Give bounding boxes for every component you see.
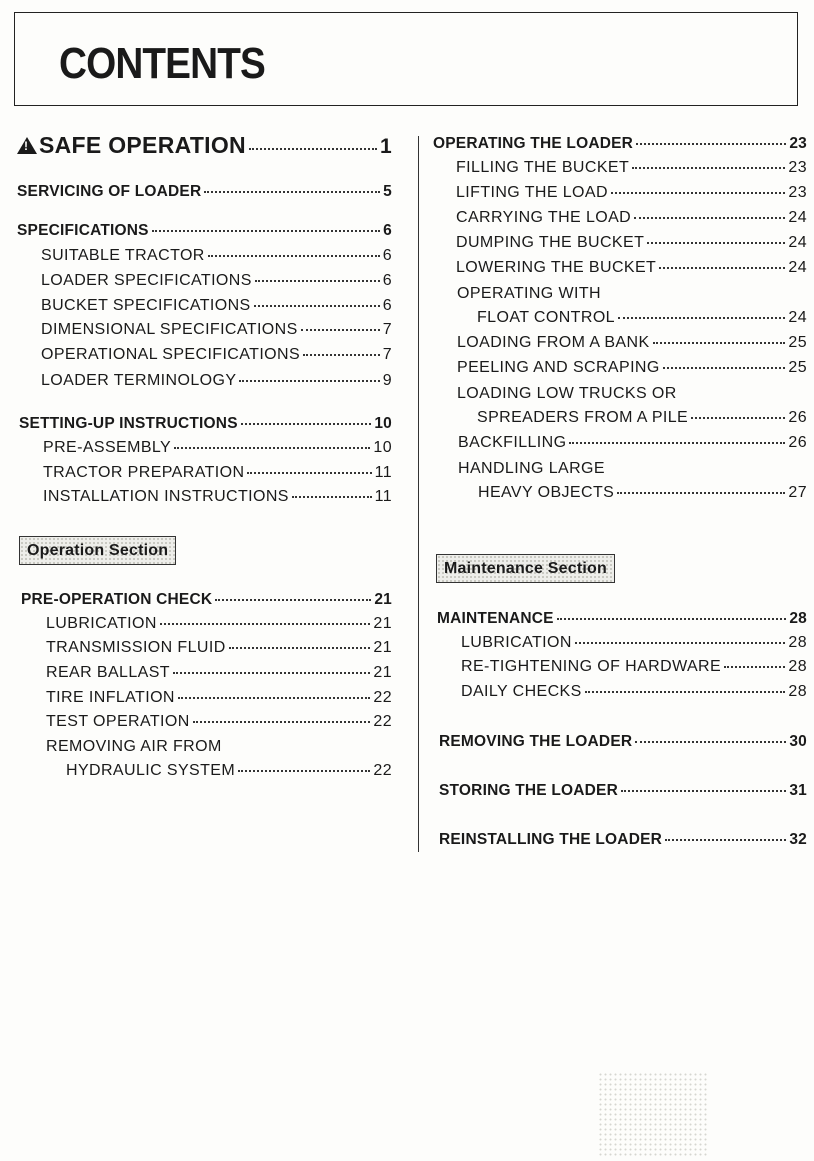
toc-entry-storing[interactable]	[439, 782, 807, 800]
leader-dots	[229, 647, 371, 649]
entry-label: HYDRAULIC SYSTEM	[66, 762, 236, 779]
entry-label: CARRYING THE LOAD	[456, 209, 632, 226]
page-number: 21	[373, 664, 392, 681]
leader-dots	[647, 242, 785, 244]
leader-dots	[303, 354, 380, 356]
toc-entry[interactable]	[43, 488, 392, 506]
toc-entry[interactable]	[478, 484, 807, 502]
toc-entry[interactable]	[461, 634, 807, 652]
entry-label: OPERATING THE LOADER	[433, 135, 634, 152]
page-number: 5	[383, 183, 392, 200]
page-title: CONTENTS	[59, 39, 265, 88]
leader-dots	[247, 472, 371, 474]
toc-entry[interactable]	[456, 209, 807, 227]
leader-dots	[557, 618, 787, 620]
entry-label: REAR BALLAST	[46, 664, 170, 681]
toc-entry[interactable]	[477, 409, 807, 427]
entry-label: LUBRICATION	[461, 634, 572, 651]
entry-label: TRACTOR PREPARATION	[43, 464, 245, 481]
toc-entry-specifications[interactable]	[17, 222, 392, 240]
page-number: 24	[788, 259, 807, 276]
toc-entry[interactable]	[41, 346, 392, 364]
entry-label: FILLING THE BUCKET	[456, 159, 630, 176]
toc-entry[interactable]	[456, 234, 807, 252]
toc-entry-setting-up[interactable]	[19, 415, 392, 433]
leader-dots	[301, 329, 380, 331]
page-number: 11	[374, 488, 392, 505]
toc-entry[interactable]	[46, 689, 392, 707]
toc-entry-continued-label[interactable]: LOADING LOW TRUCKS OR	[457, 385, 677, 402]
entry-label: STORING THE LOADER	[439, 782, 618, 799]
toc-entry[interactable]	[458, 434, 807, 452]
toc-entry[interactable]	[46, 713, 392, 731]
toc-entry[interactable]	[41, 272, 392, 290]
page-number: 6	[382, 247, 392, 264]
entry-label: SAFE OPERATION	[39, 132, 246, 158]
entry-label: REMOVING THE LOADER	[439, 733, 633, 750]
leader-dots	[254, 305, 380, 307]
page-number: 23	[788, 159, 807, 176]
scan-noise	[598, 1072, 708, 1157]
leader-dots	[724, 666, 785, 668]
leader-dots	[621, 790, 786, 792]
page-number: 22	[373, 689, 392, 706]
page-number: 32	[789, 831, 807, 848]
entry-label: LOADING FROM A BANK	[457, 334, 650, 351]
entry-label: INSTALLATION INSTRUCTIONS	[43, 488, 289, 505]
title-box	[14, 12, 798, 106]
toc-entry[interactable]	[66, 762, 392, 780]
page-number: 28	[788, 658, 807, 675]
leader-dots	[292, 496, 372, 498]
column-divider	[418, 136, 419, 852]
leader-dots	[204, 191, 380, 193]
entry-label: FLOAT CONTROL	[477, 309, 615, 326]
leader-dots	[665, 839, 786, 841]
leader-dots	[611, 192, 785, 194]
toc-entry[interactable]	[46, 664, 392, 682]
page-number: 21	[373, 615, 392, 632]
page-number: 28	[789, 610, 807, 627]
page-number: 1	[380, 135, 392, 158]
leader-dots	[617, 492, 785, 494]
page-number: 24	[788, 209, 807, 226]
toc-entry-reinstalling[interactable]	[439, 831, 807, 849]
toc-entry-continued-label[interactable]: REMOVING AIR FROM	[46, 738, 222, 755]
entry-label: TIRE INFLATION	[46, 689, 175, 706]
page-number: 10	[373, 439, 392, 456]
page-number: 6	[383, 222, 392, 239]
entry-label: SPECIFICATIONS	[17, 222, 149, 239]
page-number: 25	[788, 334, 807, 351]
page-number: 6	[382, 272, 392, 289]
page-number: 25	[788, 359, 807, 376]
entry-label: SETTING-UP INSTRUCTIONS	[19, 415, 238, 432]
toc-entry[interactable]	[456, 159, 807, 177]
toc-entry[interactable]	[456, 259, 807, 277]
leader-dots	[208, 255, 380, 257]
leader-dots	[238, 770, 370, 772]
leader-dots	[215, 599, 371, 601]
toc-entry-servicing[interactable]	[17, 183, 392, 201]
leader-dots	[585, 691, 786, 693]
leader-dots	[635, 741, 786, 743]
entry-label: LOADER SPECIFICATIONS	[41, 272, 252, 289]
leader-dots	[173, 672, 370, 674]
leader-dots	[241, 423, 372, 425]
page-number: 7	[382, 346, 392, 363]
entry-label: SERVICING OF LOADER	[17, 183, 202, 200]
toc-entry[interactable]	[41, 372, 392, 390]
page-number: 27	[788, 484, 807, 501]
entry-label: BACKFILLING	[458, 434, 567, 451]
entry-label: DUMPING THE BUCKET	[456, 234, 645, 251]
entry-label: PEELING AND SCRAPING	[457, 359, 660, 376]
leader-dots	[618, 317, 785, 319]
toc-entry[interactable]	[43, 464, 392, 482]
maintenance-section-tag: Maintenance Section	[436, 554, 615, 583]
page-number: 24	[788, 309, 807, 326]
page-number: 26	[788, 434, 807, 451]
entry-label: DIMENSIONAL SPECIFICATIONS	[41, 321, 298, 338]
toc-entry-safe-operation[interactable]	[17, 132, 392, 159]
page-number: 31	[789, 782, 807, 799]
toc-entry[interactable]	[461, 658, 807, 676]
toc-entry-operating[interactable]	[433, 135, 807, 153]
entry-label: RE-TIGHTENING OF HARDWARE	[461, 658, 722, 675]
entry-label: TEST OPERATION	[46, 713, 190, 730]
toc-entry[interactable]	[41, 247, 392, 265]
leader-dots	[663, 367, 786, 369]
toc-entry[interactable]	[461, 683, 807, 701]
entry-label: DAILY CHECKS	[461, 683, 582, 700]
leader-dots	[653, 342, 786, 344]
warning-triangle-icon	[17, 137, 37, 154]
toc-entry[interactable]	[457, 359, 807, 377]
page-number: 23	[789, 135, 807, 152]
leader-dots	[174, 447, 370, 449]
page-number: 24	[788, 234, 807, 251]
toc-entry[interactable]	[457, 334, 807, 352]
entry-label: BUCKET SPECIFICATIONS	[41, 297, 251, 314]
leader-dots	[636, 143, 786, 145]
page-number: 7	[382, 321, 392, 338]
entry-label: LOWERING THE BUCKET	[456, 259, 657, 276]
leader-dots	[632, 167, 785, 169]
leader-dots	[575, 642, 786, 644]
page-number: 11	[374, 464, 392, 481]
page-number: 6	[382, 297, 392, 314]
entry-label: PRE-OPERATION CHECK	[21, 591, 213, 608]
toc-entry[interactable]	[43, 439, 392, 457]
entry-label: SPREADERS FROM A PILE	[477, 409, 689, 426]
toc-entry[interactable]	[41, 321, 392, 339]
entry-label: HEAVY OBJECTS	[478, 484, 615, 501]
operation-section-tag: Operation Section	[19, 536, 176, 565]
leader-dots	[255, 280, 380, 282]
page-number: 28	[788, 634, 807, 651]
page-number: 10	[374, 415, 392, 432]
entry-label: TRANSMISSION FLUID	[46, 639, 226, 656]
page-number: 22	[373, 713, 392, 730]
entry-label: OPERATIONAL SPECIFICATIONS	[41, 346, 301, 363]
toc-entry-pre-operation[interactable]	[21, 591, 392, 609]
entry-label: SUITABLE TRACTOR	[41, 247, 205, 264]
leader-dots	[160, 623, 371, 625]
toc-entry[interactable]	[41, 297, 392, 315]
leader-dots	[239, 380, 379, 382]
page-number: 26	[788, 409, 807, 426]
toc-entry-continued-label[interactable]: HANDLING LARGE	[458, 460, 605, 477]
leader-dots	[634, 217, 785, 219]
entry-label: LUBRICATION	[46, 615, 157, 632]
toc-entry[interactable]	[46, 615, 392, 633]
leader-dots	[659, 267, 785, 269]
toc-entry-maintenance[interactable]	[437, 610, 807, 628]
entry-label: LIFTING THE LOAD	[456, 184, 608, 201]
leader-dots	[178, 697, 371, 699]
page-number: 9	[382, 372, 392, 389]
entry-label: REINSTALLING THE LOADER	[439, 831, 663, 848]
toc-entry-removing[interactable]	[439, 733, 807, 751]
entry-label: PRE-ASSEMBLY	[43, 439, 172, 456]
toc-entry[interactable]	[477, 309, 807, 327]
page-number: 28	[788, 683, 807, 700]
entry-label: LOADER TERMINOLOGY	[41, 372, 237, 389]
leader-dots	[569, 442, 785, 444]
toc-entry-continued-label[interactable]: OPERATING WITH	[457, 285, 601, 302]
page-number: 21	[373, 639, 392, 656]
page-number: 30	[789, 733, 807, 750]
page-number: 22	[373, 762, 392, 779]
toc-entry[interactable]	[456, 184, 807, 202]
page-number: 23	[788, 184, 807, 201]
entry-label: MAINTENANCE	[437, 610, 554, 627]
leader-dots	[193, 721, 371, 723]
leader-dots	[152, 230, 380, 232]
toc-entry[interactable]	[46, 639, 392, 657]
page-number: 21	[374, 591, 392, 608]
leader-dots	[249, 148, 377, 150]
leader-dots	[691, 417, 785, 419]
